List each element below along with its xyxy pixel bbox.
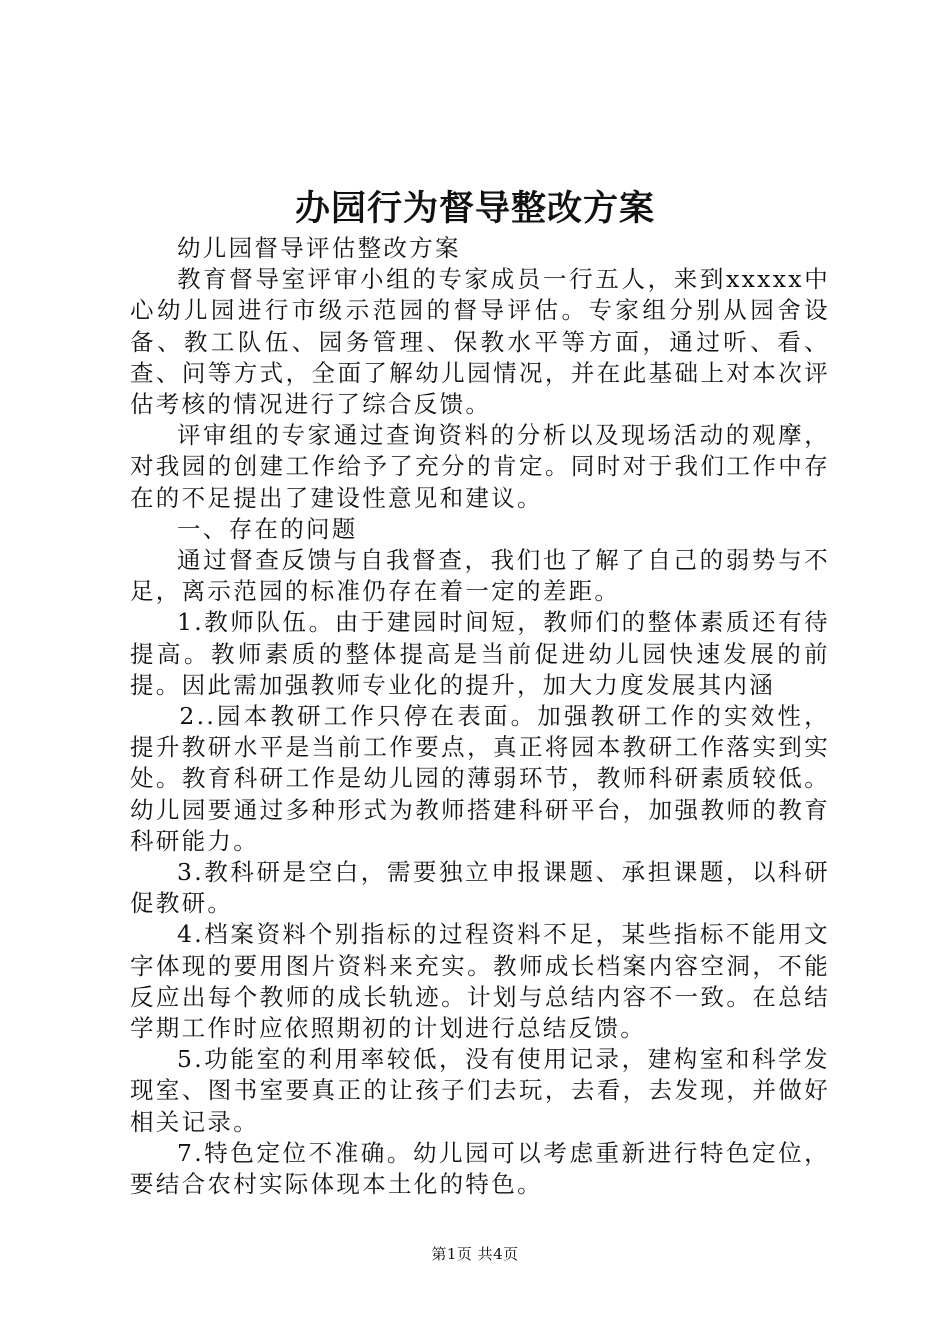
paragraph: 评审组的专家通过查询资料的分析以及现场活动的观摩，对我园的创建工作给予了充分的肯定。同时对于我们工作中存在的不足提出了建设性意见和建议。 [130, 421, 830, 512]
list-item: 3.教科研是空白，需要独立申报课题、承担课题，以科研促教研。 [130, 858, 830, 918]
list-item: 4.档案资料个别指标的过程资料不足，某些指标不能用文字体现的要用图片资料来充实。教师成长档案内容空洞，不能反应出每个教师的成长轨迹。计划与总结内容不一致。在总结学期工作时应依照期初的计划进行总结反馈。 [130, 920, 830, 1043]
list-item: 5.功能室的利用率较低，没有使用记录，建构室和科学发现室、图书室要真正的让孩子们去玩，去看，去发现，并做好相关记录。 [130, 1045, 830, 1136]
list-item: 2..园本教研工作只停在表面。加强教研工作的实效性，提升教研水平是当前工作要点，真正将园本教研工作落实到实处。教育科研工作是幼儿园的薄弱环节，教师科研素质较低。幼儿园要通过多种形式为教师搭建科研平台，加强教师的教育科研能力。 [130, 702, 830, 855]
paragraph: 教育督导室评审小组的专家成员一行五人，来到xxxxx中心幼儿园进行市级示范园的督导评估。专家组分别从园舍设备、教工队伍、园务管理、保教水平等方面，通过听、看、查、问等方式，全面了解幼儿园情况，并在此基础上对本次评估考核的情况进行了综合反馈。 [130, 265, 830, 419]
section-heading: 一、存在的问题 [177, 514, 358, 543]
paragraph: 通过督查反馈与自我督查，我们也了解了自己的弱势与不足，离示范园的标准仍存在着一定的差距。 [130, 546, 830, 606]
paragraph-subtitle: 幼儿园督导评估整改方案 [177, 234, 461, 262]
document-title: 办园行为督导整改方案 [294, 188, 655, 229]
list-item: 7.特色定位不准确。幼儿园可以考虑重新进行特色定位，要结合农村实际体现本土化的特色。 [130, 1138, 830, 1199]
document-body [130, 233, 830, 1200]
page-footer: 第1页 共4页 [431, 1245, 519, 1263]
list-item: 1.教师队伍。由于建园时间短，教师们的整体素质还有待提高。教师素质的整体提高是当前促进幼儿园快速发展的前提。因此需加强教师专业化的提升，加大力度发展其内涵 [130, 608, 830, 699]
